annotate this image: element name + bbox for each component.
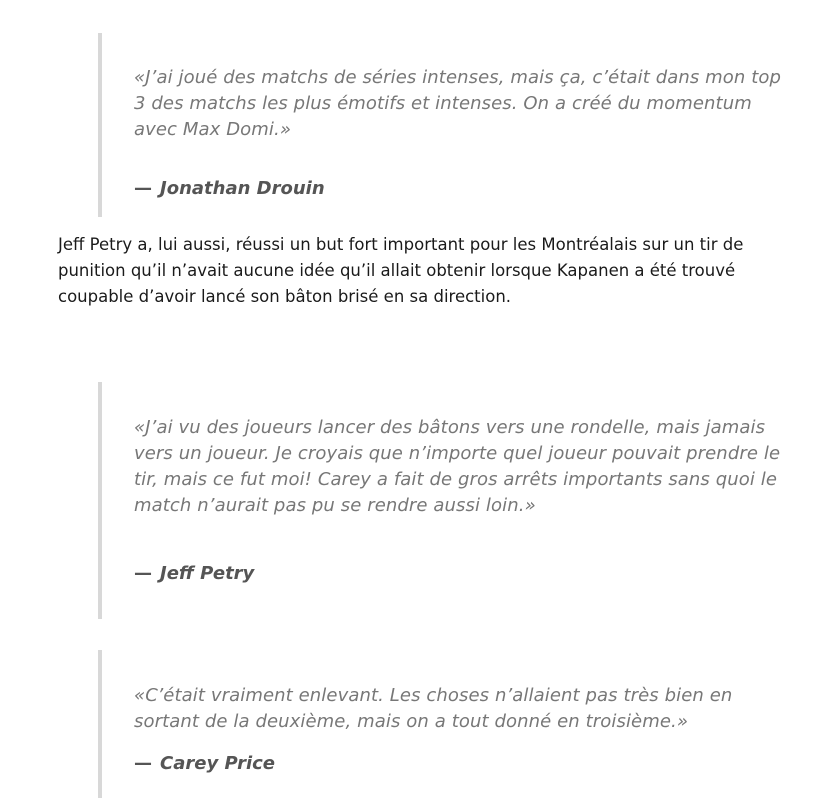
quote-dash: — bbox=[134, 178, 152, 199]
blockquote-jeff-petry bbox=[98, 382, 818, 619]
quote-author-name: Jonathan Drouin bbox=[160, 178, 325, 199]
quote-author bbox=[134, 561, 254, 587]
quote-text: «J’ai vu des joueurs lancer des bâtons vers une rondelle, mais jamais vers un joueur. Je croyais que n’importe quel joueur pouvait prendre le tir, mais ce fut moi! Carey a fait de gros arrêts importants sans quoi le match n’aurait pas pu se rendre aussi loin.» bbox=[134, 417, 781, 516]
quote-dash: — bbox=[134, 563, 152, 584]
quote-author-name: Carey Price bbox=[160, 753, 276, 774]
blockquote-jonathan-drouin bbox=[98, 33, 818, 217]
quote-dash: — bbox=[134, 753, 152, 774]
blockquote-carey-price bbox=[98, 650, 818, 798]
quote-author bbox=[134, 176, 325, 202]
quote-author-name: Jeff Petry bbox=[160, 563, 255, 584]
quote-text: «J’ai joué des matchs de séries intenses, mais ça, c’était dans mon top 3 des matchs les plus émotifs et intenses. On a créé du momentum avec Max Domi.» bbox=[134, 67, 782, 140]
quote-text: «C’était vraiment enlevant. Les choses n’allaient pas très bien en sortant de la deuxième, mais on a tout donné en troisième.» bbox=[134, 685, 733, 732]
quote-author bbox=[134, 751, 275, 777]
article-paragraph: Jeff Petry a, lui aussi, réussi un but fort important pour les Montréalais sur un tir de punition qu’il n’avait aucune idée qu’il allait obtenir lorsque Kapanen a été trouvé coupable d’avoir lancé son bâton brisé en sa direction. bbox=[58, 235, 744, 306]
